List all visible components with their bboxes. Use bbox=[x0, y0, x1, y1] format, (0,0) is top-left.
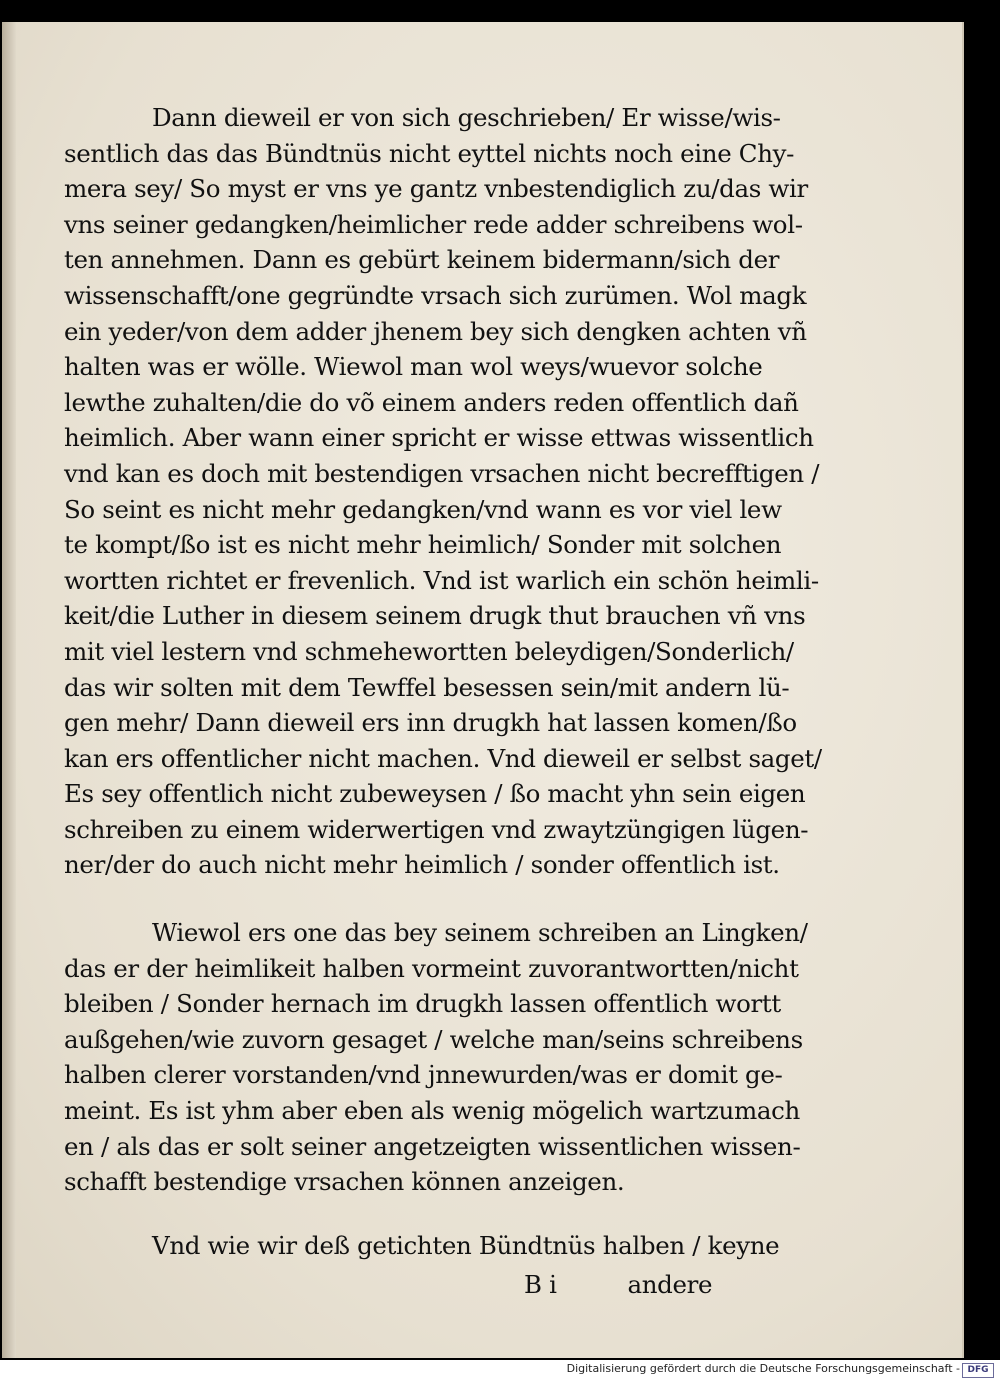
text-line: Vnd wie wir deß getichten Bündtnüs halben / keyne bbox=[152, 1230, 780, 1260]
text-line: lewthe zuhalten/die do võ einem anders reden offentlich dañ bbox=[64, 387, 799, 417]
dfg-logo: DFG bbox=[962, 1363, 994, 1378]
text-line: halten was er wölle. Wiewol man wol weys/wuevor solche bbox=[64, 352, 763, 382]
paragraph-3 bbox=[64, 1228, 804, 1264]
text-line: Es sey offentlich nicht zubeweysen / ßo macht yhn sein eigen bbox=[64, 779, 806, 809]
text-line: Dann dieweil er von sich geschrieben/ Er wisse/wis- bbox=[152, 103, 781, 132]
text-line: das wir solten mit dem Tewffel besessen sein/mit andern lü- bbox=[64, 672, 790, 702]
signature-mark: B i bbox=[524, 1270, 557, 1300]
page-text bbox=[64, 100, 822, 1305]
text-line: vnd kan es doch mit bestendigen vrsachen nicht becrefftigen / bbox=[64, 458, 820, 488]
text-line: gen mehr/ Dann dieweil ers inn drugkh hat lassen komen/ßo bbox=[64, 708, 797, 738]
text-line: So seint es nicht mehr gedangken/vnd wann es vor viel lew bbox=[64, 494, 782, 524]
text-line: te kompt/ßo ist es nicht mehr heimlich/ Sonder mit solchen bbox=[64, 530, 782, 560]
text-line: en / als das er solt seiner angetzeigten wissentlichen wissen- bbox=[64, 1131, 801, 1161]
funding-credit: Digitalisierung gefördert durch die Deutsche Forschungsgemeinschaft - bbox=[566, 1362, 960, 1375]
text-line: meint. Es ist yhm aber eben als wenig mögelich wartzumach bbox=[64, 1096, 800, 1126]
paragraph-1 bbox=[64, 100, 822, 883]
text-line: das er der heimlikeit halben vormeint zuvorantwortten/nicht bbox=[64, 953, 799, 983]
text-line: außgehen/wie zuvorn gesaget / welche man/seins schreibens bbox=[64, 1024, 803, 1054]
signature-line bbox=[64, 1265, 804, 1305]
funding-footer bbox=[0, 1360, 1000, 1379]
text-line: ein yeder/von dem adder jhenem bey sich dengken achten vñ bbox=[64, 316, 807, 346]
text-line: kan ers offentlicher nicht machen. Vnd dieweil er selbst saget/ bbox=[64, 743, 822, 773]
text-line: Wiewol ers one das bey seinem schreiben an Lingken/ bbox=[152, 918, 808, 948]
paragraph-gap bbox=[64, 883, 804, 915]
text-line: ten annehmen. Dann es gebürt keinem bidermann/sich der bbox=[64, 245, 780, 275]
paragraph-2 bbox=[64, 915, 808, 1200]
text-line: vns seiner gedangken/heimlicher rede adder schreibens wol- bbox=[64, 209, 803, 239]
page-gutter bbox=[2, 22, 16, 1358]
catchword: andere bbox=[627, 1270, 713, 1300]
text-line: sentlich das das Bündtnüs nicht eyttel nichts noch eine Chy- bbox=[64, 138, 795, 168]
text-line: keit/die Luther in diesem seinem drugk thut brauchen vñ vns bbox=[64, 601, 806, 631]
book-page bbox=[2, 22, 964, 1358]
text-line: ner/der do auch nicht mehr heimlich / sonder offentlich ist. bbox=[64, 850, 780, 880]
text-line: heimlich. Aber wann einer spricht er wisse ettwas wissentlich bbox=[64, 423, 814, 453]
text-line: halben clerer vorstanden/vnd jnnewurden/was er domit ge- bbox=[64, 1060, 783, 1090]
paragraph-gap bbox=[64, 1200, 804, 1228]
text-line: schafft bestendige vrsachen können anzeigen. bbox=[64, 1167, 625, 1197]
text-line: mera sey/ So myst er vns ye gantz vnbestendiglich zu/das wir bbox=[64, 174, 808, 204]
text-line: schreiben zu einem widerwertigen vnd zwaytzüngigen lügen- bbox=[64, 814, 809, 844]
text-line: mit viel lestern vnd schmehewortten beleydigen/Sonderlich/ bbox=[64, 636, 794, 666]
text-line: bleiben / Sonder hernach im drugkh lassen offentlich wortt bbox=[64, 989, 781, 1019]
text-line: wortten richtet er frevenlich. Vnd ist warlich ein schön heimli- bbox=[64, 565, 819, 595]
text-line: wissenschafft/one gegründte vrsach sich zurümen. Wol magk bbox=[64, 280, 807, 310]
